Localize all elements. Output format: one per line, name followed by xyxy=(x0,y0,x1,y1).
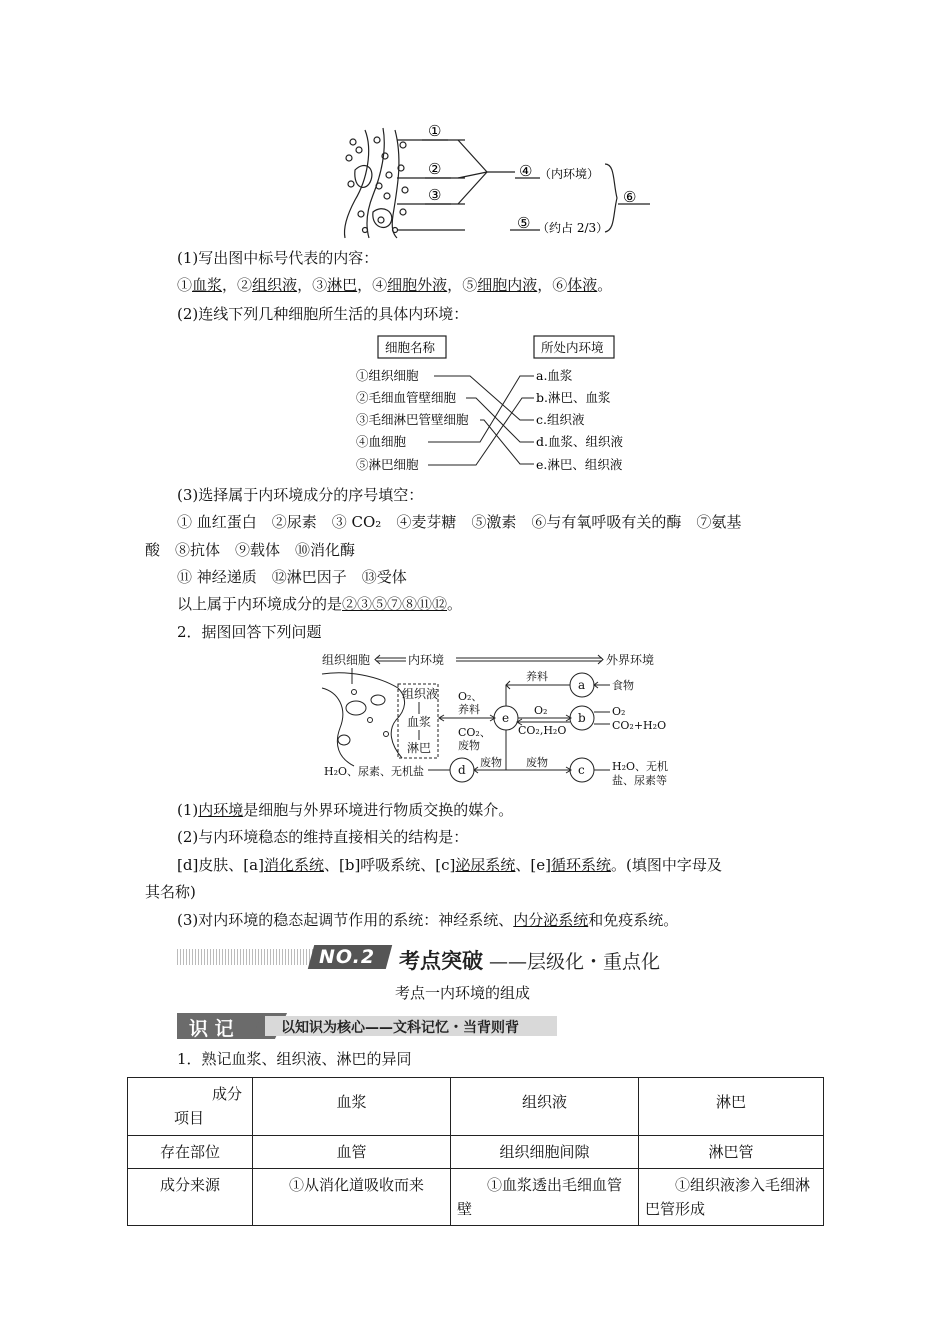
answer-2: 组织液 xyxy=(252,276,298,294)
header-tissue-fluid: 组织液 xyxy=(451,1078,639,1136)
o2-label: O₂ xyxy=(534,704,548,717)
row-label: 存在部位 xyxy=(128,1136,253,1169)
node-e: e xyxy=(502,711,510,725)
env-e: e.淋巴、组织液 xyxy=(536,457,623,472)
o2-nutrients-label-2: 养料 xyxy=(458,703,480,716)
row-label: 成分来源 xyxy=(128,1169,253,1226)
comparison-table xyxy=(127,1077,824,1226)
table-cell: 血管 xyxy=(253,1136,451,1169)
co2-waste-label-2: 废物 xyxy=(458,739,480,752)
label-1: ① xyxy=(428,122,442,140)
table-cell: 组织细胞间隙 xyxy=(451,1136,639,1169)
c-output-label-1: H₂O、无机 xyxy=(612,760,669,773)
cell-name-2: ②毛细血管壁细胞 xyxy=(356,390,457,405)
left-header: 细胞名称 xyxy=(385,340,436,355)
env-d: d.血浆、组织液 xyxy=(536,434,623,449)
co2-waste-label-1: CO₂、 xyxy=(458,726,491,739)
q3-prompt: (3)选择属于内环境成分的序号填空： xyxy=(177,486,424,504)
body-fluid-diagram xyxy=(325,120,655,242)
table-cell: 淋巴管 xyxy=(639,1136,824,1169)
section-3-title: 1．熟记血浆、组织液、淋巴的异同 xyxy=(177,1050,412,1068)
label-2: ② xyxy=(428,160,442,178)
exchange-diagram xyxy=(318,648,678,794)
node-c: c xyxy=(578,763,585,777)
banner-subtitle: ——层级化・重点化 xyxy=(489,951,661,973)
o2-nutrients-label-1: O₂、 xyxy=(458,690,483,703)
header-lymph: 淋巴 xyxy=(639,1078,824,1136)
s2-q3-answer: 内分泌系统 xyxy=(513,911,589,929)
memory-banner xyxy=(177,1013,557,1039)
cell-name-4: ④血细胞 xyxy=(356,434,407,449)
q3-items-line1: ① 血红蛋白 ②尿素 ③ CO₂ ④麦芽糖 ⑤激素 ⑥与有氧呼吸有关的酶 ⑦氨基 xyxy=(177,513,742,531)
env-b: b.淋巴、血浆 xyxy=(536,390,611,405)
nutrients-label: 养料 xyxy=(526,670,548,683)
table-header-row xyxy=(128,1078,824,1136)
d-output-label: H₂O、尿素、无机盐 xyxy=(324,765,425,778)
answer-1: 血浆 xyxy=(192,276,223,294)
food-label: 食物 xyxy=(612,679,634,692)
table-cell: ①从消化道吸收而来 xyxy=(253,1169,451,1226)
cell-name-5: ⑤淋巴细胞 xyxy=(356,457,419,472)
right-header: 所处内环境 xyxy=(541,340,604,355)
label-6: ⑥ xyxy=(623,188,637,206)
answer-digestive: 消化系统 xyxy=(263,856,324,874)
q3-items-line2: 酸 ⑧抗体 ⑨载体 ⑩消化酶 xyxy=(145,541,356,559)
tissue-sketch xyxy=(344,128,408,238)
table-row xyxy=(128,1169,824,1226)
answer-urinary: 泌尿系统 xyxy=(455,856,516,874)
table-row xyxy=(128,1136,824,1169)
label-3: ③ xyxy=(428,186,442,204)
cell-name-3: ③毛细淋巴管壁细胞 xyxy=(356,412,469,427)
plasma-label: 血浆 xyxy=(407,715,432,729)
q3-answer: 以上属于内环境成分的是②③⑤⑦⑧⑪⑫。 xyxy=(177,595,463,613)
q3-items-line3: ⑪ 神经递质 ⑫淋巴因子 ⑬受体 xyxy=(177,568,407,586)
external-env-label: 外界环境 xyxy=(606,653,655,667)
waste-to-c-label: 废物 xyxy=(526,756,548,769)
label-5: ⑤ xyxy=(517,214,531,232)
s2-q1: (1)内环境是细胞与外界环境进行物质交换的媒介。 xyxy=(177,801,514,819)
tissue-fluid-label: 组织液 xyxy=(402,687,439,701)
answer-3: 淋巴 xyxy=(327,276,358,294)
env-a: a.血浆 xyxy=(536,368,573,383)
matching-diagram xyxy=(350,332,640,478)
banner-title: 考点突破 xyxy=(399,949,483,973)
tissue-cell-label: 组织细胞 xyxy=(322,653,371,667)
memory-text: 以知识为核心——文科记忆・当背则背 xyxy=(281,1020,519,1036)
lymph-label: 淋巴 xyxy=(407,741,432,755)
s2-q2-answer: [d]皮肤、[a]消化系统、[b]呼吸系统、[c]泌尿系统、[e]循环系统。(填图中字母及 xyxy=(177,856,722,874)
q3-answer-value: ②③⑤⑦⑧⑪⑫ xyxy=(342,595,448,613)
s2-q2-prompt: (2)与内环境稳态的维持直接相关的结构是： xyxy=(177,828,469,846)
env-c: c.组织液 xyxy=(536,412,585,427)
internal-env-label: 内环境 xyxy=(408,653,445,667)
corner-bottom: 项目 xyxy=(174,1109,205,1127)
corner-top: 成分 xyxy=(211,1085,242,1103)
section-banner xyxy=(177,943,697,971)
s2-q3: (3)对内环境的稳态起调节作用的系统：神经系统、内分泌系统和免疫系统。 xyxy=(177,911,679,929)
node-d: d xyxy=(458,763,466,777)
node-b: b xyxy=(578,711,586,725)
table-cell: ①组织液渗入毛细淋巴管形成 xyxy=(639,1169,824,1226)
label-5-note: （约占 2/3） xyxy=(537,221,609,235)
cell-name-1: ①组织细胞 xyxy=(356,368,419,383)
topic-title: 考点一内环境的组成 xyxy=(395,984,531,1002)
answer-6: 体液 xyxy=(567,276,598,294)
answer-5: 细胞内液 xyxy=(477,276,538,294)
q1-answers: ①血浆，②组织液，③淋巴，④细胞外液，⑤细胞内液，⑥体液。 xyxy=(177,276,613,294)
o2-out-label: O₂ xyxy=(612,705,626,718)
answer-circulatory: 循环系统 xyxy=(551,856,612,874)
s2-q2-line2: 其名称) xyxy=(145,883,196,901)
c-output-label-2: 盐、尿素等 xyxy=(612,774,667,787)
label-4: ④ xyxy=(519,162,533,180)
section-2-title: 2．据图回答下列问题 xyxy=(177,623,322,641)
co2-h2o-label: CO₂,H₂O xyxy=(518,724,567,737)
answer-4: 细胞外液 xyxy=(387,276,448,294)
header-plasma: 血浆 xyxy=(253,1078,451,1136)
waste-to-d-label: 废物 xyxy=(480,756,502,769)
node-a: a xyxy=(578,678,586,692)
co2-h2o-in-label: CO₂+H₂O xyxy=(612,719,667,732)
banner-badge: NO.2 xyxy=(319,946,376,968)
label-4-note: （内环境） xyxy=(539,167,600,181)
table-cell: ①血浆透出毛细血管壁 xyxy=(451,1169,639,1226)
q2-prompt: (2)连线下列几种细胞所生活的具体内环境： xyxy=(177,305,469,323)
memory-badge: 识 记 xyxy=(189,1018,234,1040)
s2-q1-answer: 内环境 xyxy=(198,801,244,819)
table-corner-cell xyxy=(128,1078,253,1136)
q1-prompt: (1)写出图中标号代表的内容： xyxy=(177,249,379,267)
